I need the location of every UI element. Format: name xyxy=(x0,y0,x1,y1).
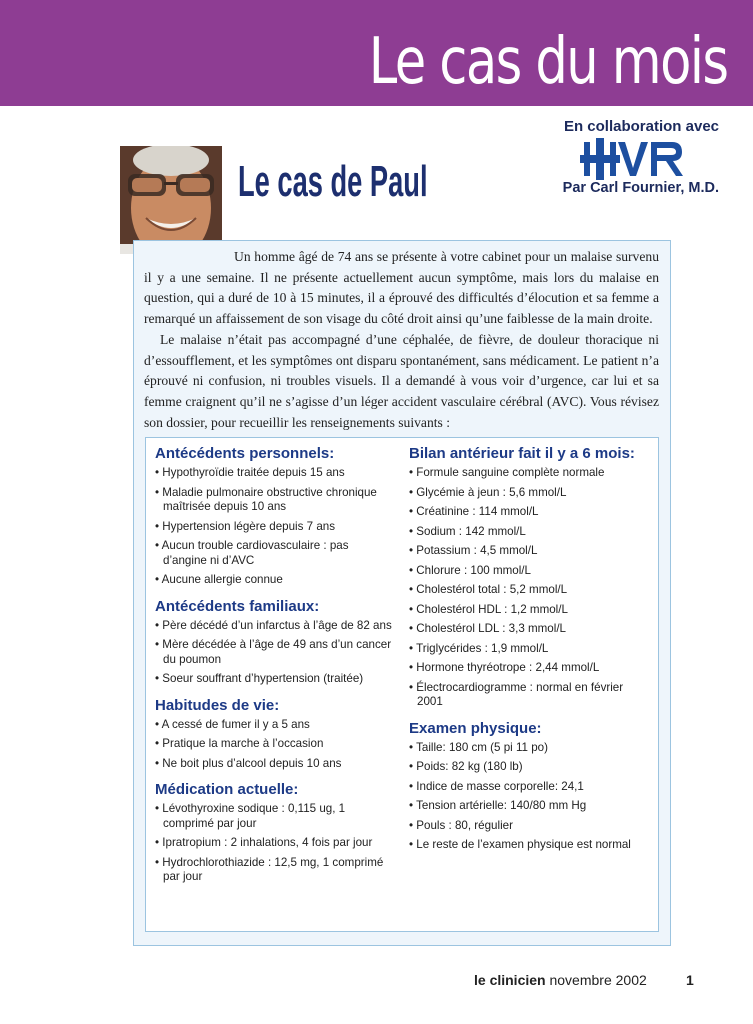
issue-date: novembre 2002 xyxy=(549,972,647,988)
section-list xyxy=(155,718,395,772)
section-list xyxy=(409,741,649,853)
list-item: • Père décédé d’un infarctus à l’âge de 82 ans xyxy=(155,619,395,634)
author-byline: Par Carl Fournier, M.D. xyxy=(562,180,719,196)
page-number: 1 xyxy=(686,972,694,988)
list-item: • Hydrochlorothiazide : 12,5 mg, 1 comprimé par jour xyxy=(155,856,395,885)
list-item: • Pratique la marche à l’occasion xyxy=(155,737,395,752)
list-item: • Cholestérol total : 5,2 mmol/L xyxy=(409,583,649,598)
footer-citation xyxy=(474,972,647,988)
list-item: • Glycémie à jeun : 5,6 mmol/L xyxy=(409,486,649,501)
list-item: • Cholestérol HDL : 1,2 mmol/L xyxy=(409,603,649,618)
case-title: Le cas de Paul xyxy=(238,157,428,206)
section-list xyxy=(155,619,395,687)
list-item: • Indice de masse corporelle: 24,1 xyxy=(409,780,649,795)
section-list xyxy=(155,802,395,885)
patient-photo xyxy=(120,146,222,254)
left-column xyxy=(155,444,395,894)
section-heading: Antécédents familiaux: xyxy=(155,597,320,615)
list-item: • Hormone thyréotrope : 2,44 mmol/L xyxy=(409,661,649,676)
list-item: • Cholestérol LDL : 3,3 mmol/L xyxy=(409,622,649,637)
section-heading: Médication actuelle: xyxy=(155,781,299,798)
collaboration-label: En collaboration avec xyxy=(563,118,719,135)
list-item: • Taille: 180 cm (5 pi 11 po) xyxy=(409,741,649,756)
list-item: • Électrocardiogramme : normal en février 2001 xyxy=(409,681,649,710)
intro-paragraph: Un homme âgé de 74 ans se présente à votre cabinet pour un malaise survenu il y a une semaine. Il ne présente actuellement aucun symptôme, mais lors du malaise en question, qui a duré de 10 à 15 minutes, il a éprouvé des difficultés d’élocution et sa femme a remarqué un affaissement de son visage du côté droit ainsi qu’une faiblesse de la main droite. xyxy=(144,249,659,327)
section-heading: Bilan antérieur fait il y a 6 mois: xyxy=(409,445,635,462)
list-item: • Poids: 82 kg (180 lb) xyxy=(409,760,649,775)
section-list xyxy=(409,466,649,710)
list-item: • Hypothyroïdie traitée depuis 15 ans xyxy=(155,466,395,481)
list-item: • Aucun trouble cardiovasculaire : pas d’angine ni d’AVC xyxy=(155,539,395,568)
right-column xyxy=(409,444,649,862)
banner-title: Le cas du mois xyxy=(368,25,727,99)
list-item: • Sodium : 142 mmol/L xyxy=(409,525,649,540)
list-item: • A cessé de fumer il y a 5 ans xyxy=(155,718,395,733)
list-item: • Soeur souffrant d’hypertension (traitée) xyxy=(155,672,395,687)
header-banner xyxy=(0,0,753,106)
list-item: • Triglycérides : 1,9 mmol/L xyxy=(409,642,649,657)
list-item: • Créatinine : 114 mmol/L xyxy=(409,505,649,520)
list-item: • Mère décédée à l’âge de 49 ans d’un cancer du poumon xyxy=(155,638,395,667)
section-heading: Examen physique: xyxy=(409,719,542,737)
list-item: • Aucune allergie connue xyxy=(155,573,395,588)
list-item: • Le reste de l’examen physique est normal xyxy=(409,838,649,853)
list-item: • Maladie pulmonaire obstructive chronique maîtrisée depuis 10 ans xyxy=(155,486,395,515)
hvr-logo xyxy=(580,138,684,180)
list-item: • Potassium : 4,5 mmol/L xyxy=(409,544,649,559)
section-heading: Antécédents personnels: xyxy=(155,445,335,462)
intro-paragraph: Le malaise n’était pas accompagné d’une céphalée, de fièvre, de douleur thoracique ni d’essoufflement, et les symptômes ont disparu spontanément, sans médicament. Le patient n’a éprouvé ni confusion, ni troubles visuels. Il a demandé à vous voir d’urgence, car lui et sa femme craignent qu’il ne s’agisse d’un léger accident vasculaire cérébral (AVC). Vous révisez son dossier, pour recueillir les renseignements suivants : xyxy=(144,331,659,430)
list-item: • Tension artérielle: 140/80 mm Hg xyxy=(409,799,649,814)
list-item: • Chlorure : 100 mmol/L xyxy=(409,564,649,579)
journal-name: le clinicien xyxy=(474,972,546,988)
list-item: • Formule sanguine complète normale xyxy=(409,466,649,481)
list-item: • Lévothyroxine sodique : 0,115 ug, 1 comprimé par jour xyxy=(155,802,395,831)
list-item: • Pouls : 80, régulier xyxy=(409,819,649,834)
section-heading: Habitudes de vie: xyxy=(155,696,280,714)
list-item: • Hypertension légère depuis 7 ans xyxy=(155,520,395,535)
portrait-image xyxy=(120,146,222,254)
section-list xyxy=(155,466,395,588)
list-item: • Ipratropium : 2 inhalations, 4 fois par jour xyxy=(155,836,395,851)
list-item: • Ne boit plus d’alcool depuis 10 ans xyxy=(155,757,395,772)
case-description xyxy=(144,247,659,433)
